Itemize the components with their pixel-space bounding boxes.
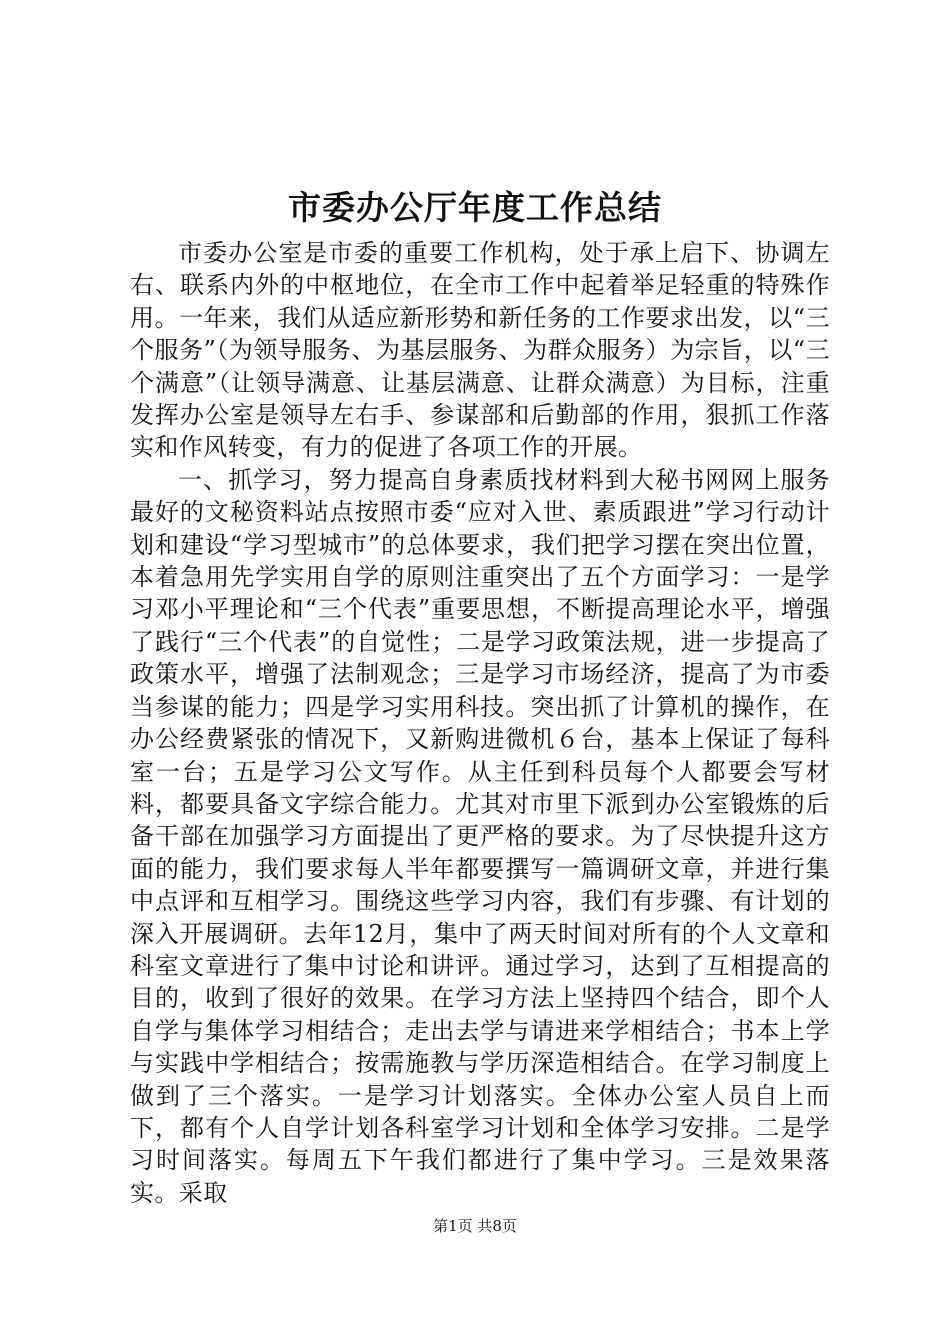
paragraph-section-one: 一、抓学习，努力提高自身素质找材料到大秘书网网上服务最好的文秘资料站点按照市委“应对入世、素质跟进”学习行动计划和建设“学习型城市”的总体要求，我们把学习摆在突出位置，本着急用先学实用自学的原则注重突出了五个方面学习：一是学习邓小平理论和“三个代表”重要思想，不断提高理论水平，增强了践行“三个代表”的自觉性；二是学习政策法规，进一步提高了政策水平，增强了法制观念；三是学习市场经济，提高了为市委当参谋的能力；四是学习实用科技。突出抓了计算机的操作，在办公经费紧张的情况下，又新购进微机６台，基本上保证了每科室一台；五是学习公文写作。从主任到科员每个人都要会写材料，都要具备文字综合能力。尤其对市里下派到办公室锻炼的后备干部在加强学习方面提出了更严格的要求。为了尽快提升这方面的能力，我们要求每人半年都要撰写一篇调研文章，并进行集中点评和互相学习。围绕这些学习内容，我们有步骤、有计划的深入开展调研。去年12月，集中了两天时间对所有的个人文章和科室文章进行了集中讨论和讲评。通过学习，达到了互相提高的目的，收到了很好的效果。在学习方法上坚持四个结合，即个人自学与集体学习相结合；走出去学与请进来学相结合；书本上学与实践中学相结合；按需施教与学历深造相结合。在学习制度上做到了三个落实。一是学习计划落实。全体办公室人员自上而下，都有个人自学计划各科室学习计划和全体学习安排。二是学习时间落实。每周五下午我们都进行了集中学习。三是效果落实。采取	[130, 465, 830, 1207]
paragraph-intro: 市委办公室是市委的重要工作机构，处于承上启下、协调左右、联系内外的中枢地位，在全市工作中起着举足轻重的特殊作用。一年来，我们从适应新形势和新任务的工作要求出发，以“三个服务”（为领导服务、为基层服务、为群众服务）为宗旨，以“三个满意”（让领导满意、让基层满意、让群众满意）为目标，注重发挥办公室是领导左右手、参谋部和后勤部的作用，狠抓工作落实和作风转变，有力的促进了各项工作的开展。	[130, 239, 830, 462]
document-body	[130, 237, 830, 1209]
document-title: 市委办公厅年度工作总结	[288, 188, 662, 227]
page-number-footer: 第1页 共8页	[433, 1217, 517, 1235]
